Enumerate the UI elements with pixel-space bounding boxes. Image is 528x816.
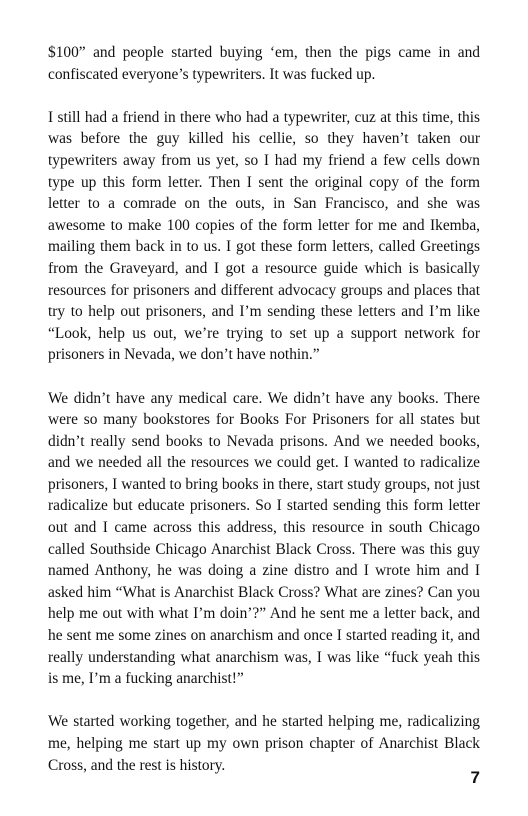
paragraph-1: $100” and people started buying ‘em, then the pigs came in and confiscated everyone’s typewriters. It was fucked up. (48, 44, 480, 83)
body-text (48, 42, 480, 798)
paragraph-3: We didn’t have any medical care. We didn’t have any books. There were so many bookstores for Books For Prisoners for all states but didn’t really send books to Nevada prisons. And we needed books, and we needed all the resources we could get. I wanted to radicalize prisoners, I wanted to bring books in there, start study groups, not just radicalize but educate prisoners. So I started sending this form letter out and I came across this address, this resource in south Chicago called Southside Chicago Anarchist Black Cross. There was this guy named Anthony, he was doing a zine distro and I wrote him and I asked him “What is Anarchist Black Cross? What are zines? Can you help me out with what I’m doin’?” And he sent me a letter back, and he sent me some zines on anarchism and once I started reading it, and really understanding what anarchism was, I was like “fuck yeah this is me, I’m a fucking anarchist!” (48, 389, 480, 688)
paragraph-4: We started working together, and he started helping me, radicalizing me, helping me start up my own prison chapter of Anarchist Black Cross, and the rest is history. (48, 713, 480, 774)
page-number: 7 (470, 768, 480, 787)
paragraph-2: I still had a friend in there who had a typewriter, cuz at this time, this was before the guy killed his cellie, so they haven’t taken our typewriters away from us yet, so I had my friend a few cells down type up this form letter. Then I sent the original copy of the form letter to a comrade on the outs, in San Francisco, and she was awesome to make 100 copies of the form letter for me and Ikemba, mailing them back in to us. I got these form letters, called Greetings from the Graveyard, and I got a resource guide which is basically resources for prisoners and different advocacy groups and places that try to help out prisoners, and I’m sending these letters and I’m like “Look, help us out, we’re trying to set up a support network for prisoners in Nevada, we don’t have nothin.” (48, 108, 480, 364)
